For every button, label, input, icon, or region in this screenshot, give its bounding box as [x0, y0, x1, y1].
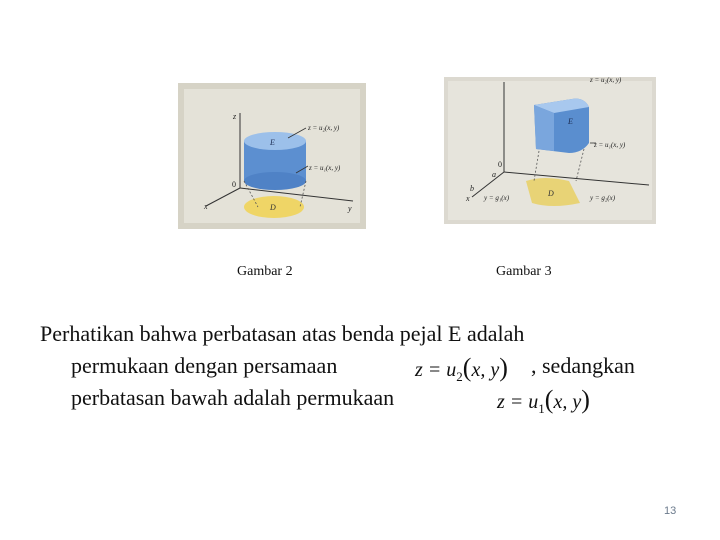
- eq1-args: x, y: [471, 359, 500, 381]
- fig3-top-eq: z = u₂(x, y): [590, 77, 622, 84]
- eq2-subscript: 1: [538, 401, 545, 416]
- fig2-origin-label: 0: [232, 180, 236, 189]
- figure-3-drawing: [444, 77, 656, 224]
- fig3-a-label: a: [492, 170, 496, 179]
- figure-2-image: [178, 83, 366, 229]
- equation-lower-surface: [497, 384, 590, 425]
- eq1-close-paren: ): [499, 353, 508, 382]
- figure-2-caption: Gambar 2: [237, 264, 293, 279]
- paragraph-line-2-text: permukaan dengan persamaan: [71, 353, 338, 378]
- fig2-E-label: E: [270, 138, 275, 147]
- paragraph-line-3-text: perbatasan bawah adalah permukaan: [71, 385, 395, 410]
- fig3-D-label: D: [548, 189, 554, 198]
- figure-2-drawing: [178, 83, 366, 229]
- eq1-subscript: 2: [456, 369, 463, 384]
- eq1-open-paren: (: [462, 353, 472, 382]
- fig3-x-label: x: [466, 194, 470, 203]
- fig2-z-label: z: [233, 112, 237, 121]
- fig2-x-label: x: [204, 202, 208, 211]
- fig2-upper-eq: z = u₂(x, y): [308, 124, 340, 132]
- figure-3-caption: Gambar 3: [496, 264, 552, 279]
- eq2-open-paren: (: [544, 385, 554, 414]
- eq2-args: x, y: [553, 391, 582, 413]
- equation-upper-surface: [415, 352, 508, 393]
- fig3-b-label: b: [470, 184, 474, 193]
- eq2-close-paren: ): [581, 385, 590, 414]
- fig3-mid-eq: z = u₁(x, y): [594, 141, 626, 149]
- fig3-g1-eq: y = g₁(x): [484, 194, 510, 202]
- fig3-g2-eq: y = g₂(x): [590, 194, 616, 202]
- fig2-lower-eq: z = u₁(x, y): [309, 164, 341, 172]
- fig3-origin-label: 0: [498, 160, 502, 169]
- fig2-D-label: D: [270, 203, 276, 212]
- paragraph-line-2-end: , sedangkan: [531, 353, 635, 378]
- page-number: 13: [664, 505, 677, 517]
- fig2-y-label: y: [348, 204, 352, 213]
- eq2-lhs: z = u: [497, 391, 539, 413]
- figure-3-image: [444, 77, 656, 224]
- eq1-lhs: z = u: [415, 359, 457, 381]
- fig3-E-label: E: [568, 117, 573, 126]
- paragraph-line-1: Perhatikan bahwa perbatasan atas benda pejal E adalah: [40, 321, 525, 346]
